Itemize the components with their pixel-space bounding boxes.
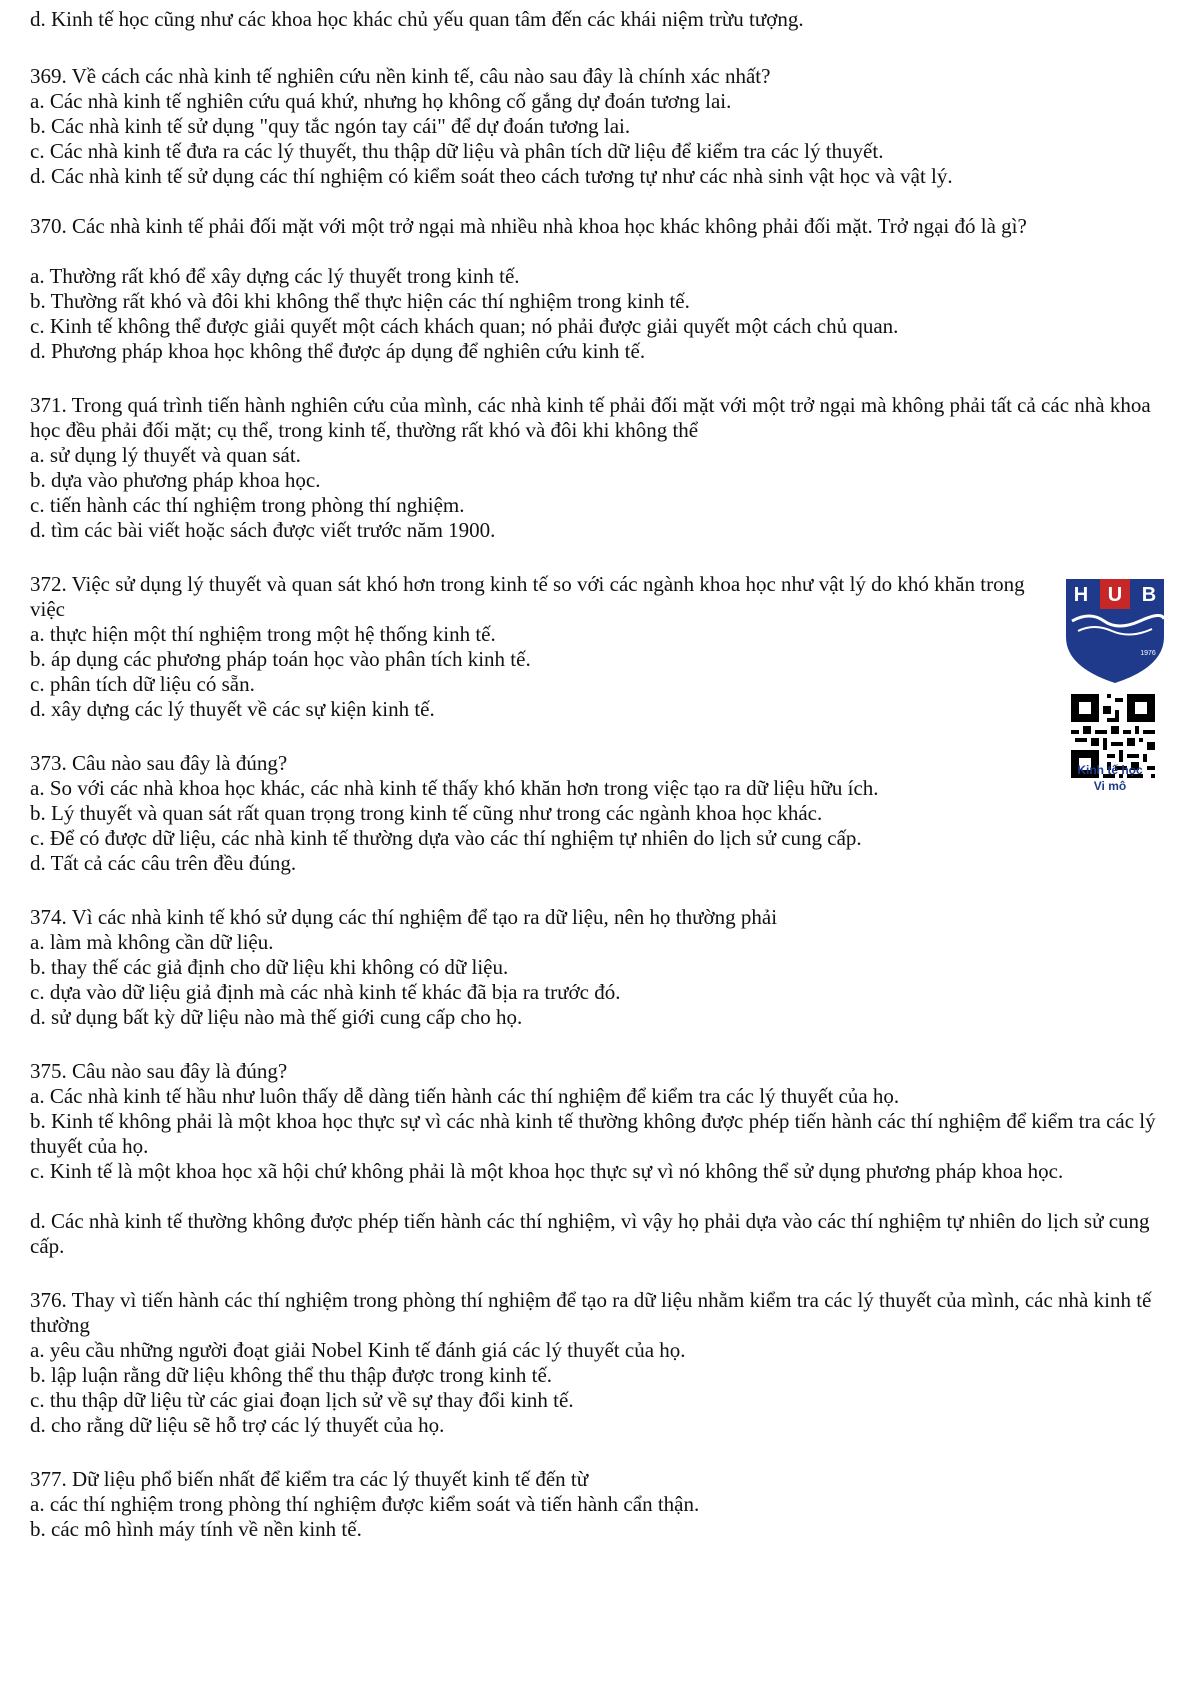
q376-option-c: c. thu thập dữ liệu từ các giai đoạn lịch sử về sự thay đổi kinh tế. <box>30 1388 574 1412</box>
q375-option-b: b. Kinh tế không phải là một khoa học thực sự vì các nhà kinh tế thường không được phép tiến hành các thí nghiệm để kiểm tra các lý thuyết của họ. <box>30 1109 1156 1158</box>
q371-option-c: c. tiến hành các thí nghiệm trong phòng thí nghiệm. <box>30 493 465 517</box>
q371-option-b: b. dựa vào phương pháp khoa học. <box>30 468 321 492</box>
hub-letter-b: B <box>1141 584 1157 606</box>
q373-option-b: b. Lý thuyết và quan sát rất quan trọng trong kinh tế cũng như trong các ngành khoa học khác. <box>30 801 823 825</box>
q368-option-d: d. Kinh tế học cũng như các khoa học khác chủ yếu quan tâm đến các khái niệm trừu tượng. <box>30 7 804 31</box>
q369-question: 369. Về cách các nhà kinh tế nghiên cứu nền kinh tế, câu nào sau đây là chính xác nhất? <box>30 64 771 88</box>
q369-option-b: b. Các nhà kinh tế sử dụng "quy tắc ngón tay cái" để dự đoán tương lai. <box>30 114 631 138</box>
hub-letter-h: H <box>1073 584 1089 606</box>
q375-option-a: a. Các nhà kinh tế hầu như luôn thấy dễ dàng tiến hành các thí nghiệm để kiểm tra các lý thuyết của họ. <box>30 1084 900 1108</box>
q372-option-a: a. thực hiện một thí nghiệm trong một hệ thống kinh tế. <box>30 622 496 646</box>
q371-question: 371. Trong quá trình tiến hành nghiên cứu của mình, các nhà kinh tế phải đối mặt với một trở ngại mà không phải tất cả các nhà khoa học đều phải đối mặt; cụ thể, trong kinh tế, thường rất khó và đôi khi không thể <box>30 393 1151 442</box>
q373-option-d: d. Tất cả các câu trên đều đúng. <box>30 851 297 875</box>
q374-option-c: c. dựa vào dữ liệu giả định mà các nhà kinh tế khác đã bịa ra trước đó. <box>30 980 621 1004</box>
q374-option-b: b. thay thế các giả định cho dữ liệu khi không có dữ liệu. <box>30 955 509 979</box>
q369-option-d: d. Các nhà kinh tế sử dụng các thí nghiệm có kiểm soát theo cách tương tự như các nhà sinh vật học và vật lý. <box>30 164 953 188</box>
q377-question: 377. Dữ liệu phổ biến nhất để kiểm tra các lý thuyết kinh tế đến từ <box>30 1467 589 1491</box>
hub-letter-u: U <box>1107 584 1123 606</box>
side-brand <box>1055 575 1165 865</box>
q376-option-d: d. cho rằng dữ liệu sẽ hỗ trợ các lý thuyết của họ. <box>30 1413 445 1437</box>
q375-question: 375. Câu nào sau đây là đúng? <box>30 1059 288 1083</box>
q376-option-b: b. lập luận rằng dữ liệu không thể thu thập được trong kinh tế. <box>30 1363 553 1387</box>
q369-option-c: c. Các nhà kinh tế đưa ra các lý thuyết, thu thập dữ liệu và phân tích dữ liệu để kiểm tra các lý thuyết. <box>30 139 884 163</box>
hub-logo-icon <box>1060 575 1170 685</box>
q376-question: 376. Thay vì tiến hành các thí nghiệm trong phòng thí nghiệm để tạo ra dữ liệu nhằm kiểm tra các lý thuyết của mình, các nhà kinh tế thường <box>30 1288 1152 1337</box>
q370-option-a: a. Thường rất khó để xây dựng các lý thuyết trong kinh tế. <box>30 264 520 288</box>
q375-option-d: d. Các nhà kinh tế thường không được phép tiến hành các thí nghiệm, vì vậy họ phải dựa vào các thí nghiệm tự nhiên do lịch sử cung cấp. <box>30 1209 1150 1258</box>
q374-option-d: d. sử dụng bất kỳ dữ liệu nào mà thế giới cung cấp cho họ. <box>30 1005 523 1029</box>
q370-option-b: b. Thường rất khó và đôi khi không thể thực hiện các thí nghiệm trong kinh tế. <box>30 289 690 313</box>
q371-option-a: a. sử dụng lý thuyết và quan sát. <box>30 443 301 467</box>
q372-option-d: d. xây dựng các lý thuyết về các sự kiện kinh tế. <box>30 697 435 721</box>
q372-option-b: b. áp dụng các phương pháp toán học vào phân tích kinh tế. <box>30 647 531 671</box>
brand-caption-title: Kinh tế học <box>1077 763 1143 777</box>
q370-option-c: c. Kinh tế không thể được giải quyết một cách khách quan; nó phải được giải quyết một cách chủ quan. <box>30 314 899 338</box>
q374-question: 374. Vì các nhà kinh tế khó sử dụng các thí nghiệm để tạo ra dữ liệu, nên họ thường phải <box>30 905 778 929</box>
q376-option-a: a. yêu cầu những người đoạt giải Nobel Kinh tế đánh giá các lý thuyết của họ. <box>30 1338 686 1362</box>
q377-option-a: a. các thí nghiệm trong phòng thí nghiệm được kiểm soát và tiến hành cẩn thận. <box>30 1492 700 1516</box>
hub-logo-year: 1976 <box>1140 650 1156 657</box>
q374-option-a: a. làm mà không cần dữ liệu. <box>30 930 274 954</box>
q369-option-a: a. Các nhà kinh tế nghiên cứu quá khứ, nhưng họ không cố gắng dự đoán tương lai. <box>30 89 732 113</box>
q370-question: 370. Các nhà kinh tế phải đối mặt với một trở ngại mà nhiều nhà khoa học khác không phải đối mặt. Trở ngại đó là gì? <box>30 214 1027 238</box>
q373-option-a: a. So với các nhà khoa học khác, các nhà kinh tế thấy khó khăn hơn trong việc tạo ra dữ liệu hữu ích. <box>30 776 879 800</box>
q371-option-d: d. tìm các bài viết hoặc sách được viết trước năm 1900. <box>30 518 496 542</box>
q372-option-c: c. phân tích dữ liệu có sẵn. <box>30 672 255 696</box>
q377-option-b: b. các mô hình máy tính về nền kinh tế. <box>30 1517 362 1541</box>
brand-caption-subtitle: Vi mô <box>1093 779 1127 793</box>
q373-option-c: c. Để có được dữ liệu, các nhà kinh tế thường dựa vào các thí nghiệm tự nhiên do lịch sử cung cấp. <box>30 826 862 850</box>
q372-question: 372. Việc sử dụng lý thuyết và quan sát khó hơn trong kinh tế so với các ngành khoa học như vật lý do khó khăn trong việc <box>30 572 1025 621</box>
q375-option-c: c. Kinh tế là một khoa học xã hội chứ không phải là một khoa học thực sự vì nó không thể sử dụng phương pháp khoa học. <box>30 1159 1064 1183</box>
q373-question: 373. Câu nào sau đây là đúng? <box>30 751 288 775</box>
q370-option-d: d. Phương pháp khoa học không thể được áp dụng để nghiên cứu kinh tế. <box>30 339 646 363</box>
